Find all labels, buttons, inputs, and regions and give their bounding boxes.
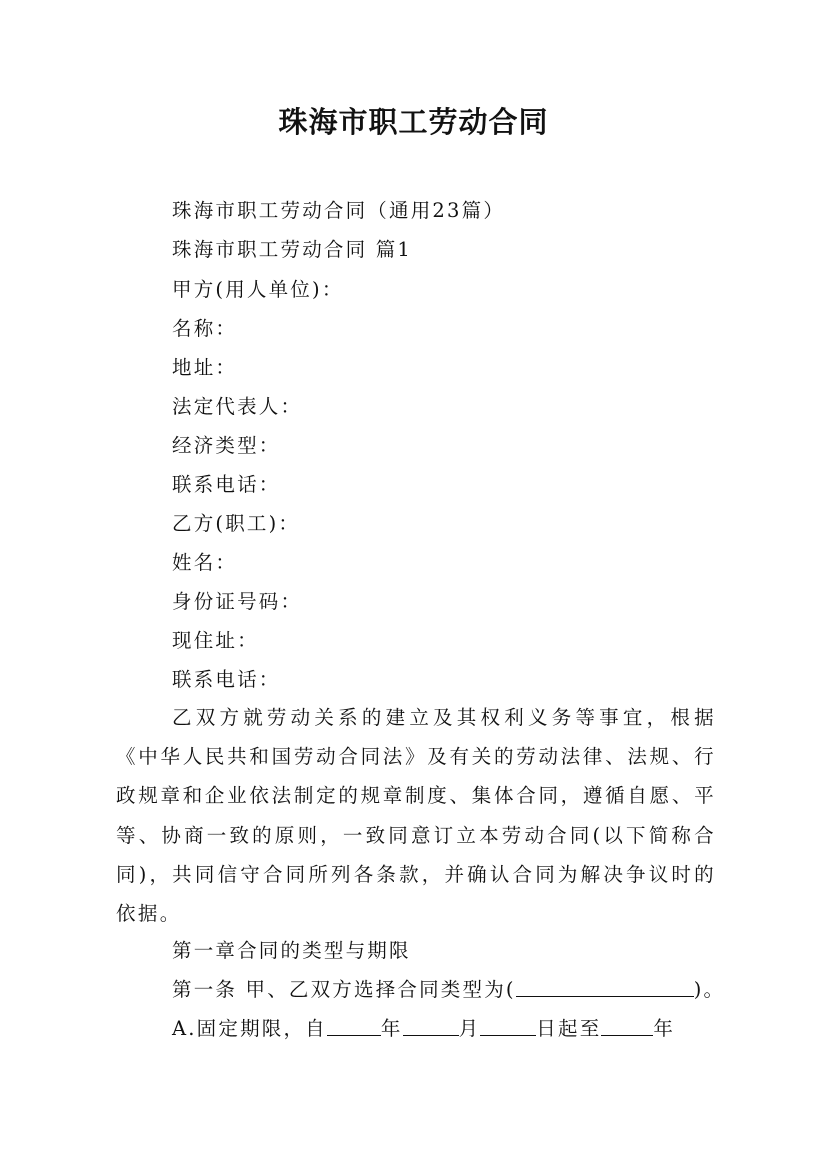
article-one-suffix: )。	[693, 978, 726, 1001]
party-b-id-label: 身份证号码：	[172, 590, 303, 613]
party-b-address-label: 现住址：	[172, 629, 259, 652]
party-b-name-label: 姓名：	[172, 551, 238, 574]
article-one	[172, 976, 725, 1004]
party-b-phone-label: 联系电话：	[172, 668, 281, 691]
party-a-phone-label: 联系电话：	[172, 473, 281, 496]
intro-paragraph: 乙双方就劳动关系的建立及其权利义务等事宜，根据《中华人民共和国劳动合同法》及有关的劳动法律、法规、行政规章和企业依法制定的规章制度、集体合同，遵循自愿、平等、协商一致的原则，一致同意订立本劳动合同(以下简称合同)，共同信守合同所列各条款，并确认合同为解决争议时的依据。	[116, 706, 716, 926]
document-subtitle: 珠海市职工劳动合同（通用23篇）	[172, 199, 506, 222]
start-month-blank	[403, 1017, 459, 1036]
party-a-legal-rep-label: 法定代表人：	[172, 395, 303, 418]
option-a-year2: 年	[653, 1017, 676, 1040]
section-heading: 珠海市职工劳动合同 篇1	[172, 238, 413, 261]
start-day-blank	[480, 1017, 536, 1036]
party-a-label: 甲方(用人单位)：	[172, 278, 344, 301]
contract-type-blank	[516, 978, 694, 997]
chapter-one-heading: 第一章合同的类型与期限	[172, 939, 411, 962]
party-a-address-label: 地址：	[172, 356, 238, 379]
option-a-year: 年	[380, 1017, 403, 1040]
party-a-name-label: 名称：	[172, 317, 238, 340]
option-a-prefix: A.固定期限，自	[172, 1017, 327, 1040]
party-b-label: 乙方(职工)：	[172, 512, 301, 535]
option-a-month: 月	[458, 1017, 481, 1040]
start-year-blank	[327, 1017, 381, 1036]
end-year-blank	[601, 1017, 653, 1036]
party-a-economic-type-label: 经济类型：	[172, 434, 281, 457]
option-a-day-from: 日起至	[536, 1017, 602, 1040]
option-a-fixed-term	[172, 1015, 675, 1043]
article-one-prefix: 第一条 甲、乙双方选择合同类型为(	[172, 978, 516, 1001]
document-title: 珠海市职工劳动合同	[278, 105, 549, 139]
